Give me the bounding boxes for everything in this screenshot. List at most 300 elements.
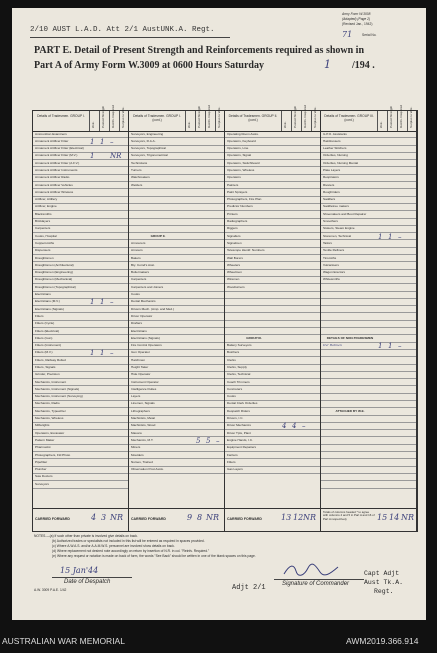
col-header-3: Details of Tradesmen. GROUP II. (cont.) W.E. Posted Strength Reinfs. Required Surplus to W.E.: [225, 111, 320, 132]
table-row: [321, 365, 416, 372]
cf-value: 12: [293, 513, 304, 522]
table-row: [225, 284, 320, 291]
archive-id: AWM2019.366.914: [346, 636, 419, 646]
table-row: [321, 255, 416, 262]
table-row: [129, 372, 224, 379]
col-header-label: Details of Tradesmen. GROUP II. (cont.): [228, 114, 278, 122]
trade-label: Leather Stitchers: [323, 147, 347, 151]
table-row: [321, 299, 416, 306]
trade-label: Whitesmiths: [323, 278, 340, 282]
trade-label: Photographers, Fire Plan: [227, 198, 262, 202]
adjt-text: Adjt 2/1: [232, 584, 266, 592]
trade-label: Pharmacist: [35, 446, 51, 450]
trade-label: Operators: [227, 176, 241, 180]
commander-unit-2: Regt.: [374, 588, 394, 595]
table-row: [321, 357, 416, 364]
cell-ps: 4: [292, 422, 297, 431]
trade-label: Cooks: [131, 293, 140, 297]
trade-label: Draughtsmen: [35, 256, 54, 260]
trade-label: Operators, Excavator: [35, 431, 65, 435]
table-row: [225, 313, 320, 320]
table-row: [33, 467, 128, 474]
table-row: [33, 372, 128, 379]
table-row: [321, 379, 416, 386]
trade-label: Cooks, Hospital: [35, 234, 57, 238]
form-page: [12, 8, 426, 620]
trade-label: Smoothers: [323, 220, 338, 224]
table-row: [129, 467, 224, 474]
table-row: [129, 240, 224, 247]
table-row: [321, 474, 416, 481]
trade-label: Watchmakers: [131, 176, 150, 180]
table-row: [33, 219, 128, 226]
table-row: [129, 416, 224, 423]
trade-label: Coach Trimmers: [227, 380, 250, 384]
trade-label: Shoemakers and Boot Repairer: [323, 212, 367, 216]
trade-label: Fitters (M.V.): [35, 351, 53, 355]
table-row: [33, 211, 128, 218]
trade-label: Surveyors, Engineering: [131, 132, 164, 136]
table-row: [33, 445, 128, 452]
table-row: [129, 175, 224, 182]
table-row: [129, 299, 224, 306]
col-header-1: Details of Tradesmen. GROUP I. W.E. Posted Strength Reinfs. Required Surplus to W.E.: [33, 111, 128, 132]
trade-label: Mechanics, Typewriter: [35, 409, 66, 413]
table-row: [129, 219, 224, 226]
table-row: [225, 160, 320, 167]
cell-rr: NR: [110, 152, 122, 161]
group-heading: GROUP II.: [150, 234, 166, 238]
trade-label: Saddlers: [323, 198, 336, 202]
form-title-line1: PART E. Detail of Present Strength and Reinforcements required as shown in: [34, 45, 365, 56]
trade-label: Engine Hands, I.C.: [227, 438, 253, 442]
table-row: [321, 306, 416, 313]
table-row: [33, 328, 128, 335]
trade-label: Hide Operator: [131, 373, 151, 377]
trade-label: Vulcanisers: [323, 263, 339, 267]
table-row: [225, 153, 320, 160]
trade-label: Farriers: [227, 453, 238, 457]
trade-label: Wheelmen: [227, 271, 242, 275]
cell-we: 1: [90, 349, 95, 358]
cell-we: 1: [90, 137, 95, 146]
trade-label: Drivers, I.C.: [227, 417, 244, 421]
table-row: [33, 138, 128, 145]
trade-label: Orderlies, Nursing: [323, 154, 348, 158]
table-row: [33, 262, 128, 269]
trade-label: Operators, Signal: [227, 154, 252, 158]
table-row: [225, 423, 320, 430]
title-year: /194 .: [352, 60, 375, 71]
table-row: [225, 219, 320, 226]
trade-label: Instrument Operator: [131, 380, 159, 384]
table-row: [129, 445, 224, 452]
table-row: [129, 255, 224, 262]
table-row: [129, 379, 224, 386]
trade-label: Armament Artificer Wireless: [35, 190, 74, 194]
table-row: [225, 408, 320, 415]
trade-label: Ammunition Examiners: [35, 132, 67, 136]
table-row: [321, 459, 416, 466]
table-row: [129, 423, 224, 430]
signature-label: Signature of Commander: [282, 581, 350, 587]
trade-label: Artificer, Engine: [35, 205, 57, 209]
table-row: [129, 233, 224, 240]
trade-label: Plate Layers: [323, 168, 341, 172]
col-header-label: Details of Tradesmen. GROUP I.: [37, 114, 85, 118]
cell-ps: 1: [388, 342, 393, 351]
trade-label: Linemen, Signals: [131, 402, 155, 406]
trade-label: Signallers: [227, 234, 241, 238]
trade-label: Wagon Erectors: [323, 271, 346, 275]
table-row: [225, 401, 320, 408]
table-row: [321, 240, 416, 247]
trade-label: Stokers, Steam Engine: [323, 227, 355, 231]
table-row: [225, 204, 320, 211]
cf-value: NR: [401, 513, 415, 522]
trade-label: Miners: [131, 446, 141, 450]
table-row: [129, 459, 224, 466]
table-row: [321, 408, 416, 415]
trade-label: Telescope Identif. Numbers: [227, 249, 265, 253]
trade-label: Mechanics, Radio: [35, 402, 60, 406]
rows-col-3: [225, 131, 320, 474]
trade-label: Mechanics, Wireless: [35, 417, 64, 421]
table-row: [321, 175, 416, 182]
trade-label: Armament Artificer Vehicles: [35, 183, 73, 187]
table-row: [225, 262, 320, 269]
trade-label: Armament Artificer Fitter (Electrical): [35, 147, 84, 151]
trade-label: Drivers Mech. (Amp. and Med.): [131, 307, 174, 311]
table-row: [33, 474, 128, 481]
trade-label: Pipefitter: [35, 460, 48, 464]
table-row: [33, 175, 128, 182]
table-row: [321, 452, 416, 459]
group-col-2: [129, 104, 225, 531]
trade-label: Mechanics, M.T.: [131, 438, 154, 442]
table-row: [321, 211, 416, 218]
cell-we: 1: [90, 152, 95, 161]
cf-value: NR: [206, 513, 220, 522]
carried-forward-label: CARRIED FORWARD: [35, 517, 70, 521]
trade-label: Coppersmiths: [35, 241, 55, 245]
table-row: [225, 306, 320, 313]
rows-col-1: [33, 131, 128, 489]
table-row: [225, 299, 320, 306]
trade-label: Surveyors, Trigonometrical: [131, 154, 168, 158]
col-header-label: Details of Tradesmen. GROUP I. (cont.): [133, 114, 181, 122]
group-col-3: [225, 104, 321, 531]
trade-label: Textile Refiners: [323, 249, 345, 253]
trade-label: Operators, Keyboard: [227, 139, 256, 143]
table-row: [129, 328, 224, 335]
note-c: (c) Where A.W.A.S. and/or A.A.M.W.S. personnel are involved show details on back.: [52, 544, 175, 548]
table-row: [33, 350, 128, 357]
serial-number-label: Serial No.: [362, 33, 377, 37]
cf-value: NR: [303, 513, 317, 522]
trade-label: Armourers: [131, 241, 146, 245]
table-row: [129, 270, 224, 277]
cf-value: 15: [377, 513, 388, 522]
table-row: [225, 182, 320, 189]
trade-label: Bty. Comd's Asst.: [131, 263, 155, 267]
table-row: [321, 350, 416, 357]
table-row: [129, 277, 224, 284]
trade-label: Mechanics, Instrument (Surveying): [35, 395, 83, 399]
note-e: (e) Where any request or notation is made on back of form, the words "See Back" should be written in one of the blank spaces on this page.: [52, 554, 256, 558]
table-row: [33, 182, 128, 189]
table-row: [225, 240, 320, 247]
table-row: [33, 365, 128, 372]
trade-label: Welders: [131, 183, 143, 187]
trade-label: Boilermakers: [131, 271, 150, 275]
table-row: [321, 343, 416, 350]
table-row: [33, 335, 128, 342]
table-row: [321, 197, 416, 204]
table-row: [33, 248, 128, 255]
col-header-label: Details of Tradesmen. GROUP III. (cont.): [324, 114, 374, 122]
table-row: [321, 146, 416, 153]
table-row: [225, 452, 320, 459]
group-col-1: [33, 104, 129, 531]
table-row: [33, 233, 128, 240]
table-row: [321, 131, 416, 138]
trade-label: Armament Artificer Instruments: [35, 168, 78, 172]
trade-label: Printers: [227, 212, 238, 216]
form-adapted: (Adapted) (Page 2): [342, 17, 371, 21]
table-row: [321, 437, 416, 444]
trade-label: Armours: [131, 249, 143, 253]
table-row: [33, 204, 128, 211]
group-heading: GROUP III.: [246, 336, 262, 340]
table-row: [321, 160, 416, 167]
table-row: [321, 138, 416, 145]
table-row: [321, 423, 416, 430]
group-heading: DETAILS OF NON-TRADESMEN: [326, 336, 374, 340]
trade-label: Draughtsmen (Mechanical): [35, 278, 73, 282]
table-row: [225, 131, 320, 138]
unit-name: 2/10 AUST L.A.D. Att 2/1 AustUNK.A. Regt.: [30, 26, 215, 34]
table-row: [225, 357, 320, 364]
table-row: [33, 255, 128, 262]
serial-number-value: 71: [342, 30, 353, 39]
trade-label: Saddletree makers: [323, 205, 349, 209]
table-row: [225, 167, 320, 174]
trade-label: Operating Room Assts.: [227, 132, 259, 136]
trade-label: Driver Operator: [131, 314, 153, 318]
trade-label: Photographers, Fld Photo: [35, 453, 71, 457]
trade-label: Armament Artificer Fitter (A.F.V.): [35, 161, 80, 165]
trade-label: Concreters: [227, 387, 243, 391]
note-d: (d) Where replacement not desired note accordingly on return by insertion of N.R. in col. "Reinfs. Required.": [52, 549, 210, 553]
table-row: [225, 211, 320, 218]
table-row: [321, 262, 416, 269]
archive-name: AUSTRALIAN WAR MEMORIAL: [2, 636, 125, 646]
table-row: [129, 386, 224, 393]
trade-label: Fitters, Signals: [35, 366, 56, 369]
cf-value: 3: [101, 513, 107, 522]
table-row: [129, 146, 224, 153]
unit-underline: [30, 37, 230, 38]
trade-label: Driver Mechanics: [227, 424, 251, 428]
table-row: [33, 313, 128, 320]
table-row: [33, 394, 128, 401]
table-row: [33, 240, 128, 247]
trade-label: Fitters: [227, 460, 236, 464]
trade-label: Dispensers: [35, 249, 51, 253]
table-row: [129, 401, 224, 408]
trade-label: Battery Surveyors: [227, 344, 252, 348]
trade-label: Dental Mechanics: [131, 300, 156, 304]
trade-label: Clerks, Supply: [227, 366, 247, 369]
cell-rr: –: [110, 137, 114, 146]
table-row: [129, 357, 224, 364]
col-header-4: Details of Tradesmen. GROUP III. (cont.) W.E. Posted Strength Reinfs. Required Surplus to W.E.: [321, 111, 416, 132]
table-row: [129, 335, 224, 342]
table-row: [321, 277, 416, 284]
carried-forward-label: CARRIED FORWARD: [227, 517, 262, 521]
trade-label: Draughtsmen (Topographical): [35, 285, 76, 289]
cf-value: 13: [281, 513, 292, 522]
trade-label: Saw Doctors: [35, 475, 53, 479]
table-row: [33, 284, 128, 291]
table-row: [225, 292, 320, 299]
table-row: [129, 365, 224, 372]
table-row: [321, 167, 416, 174]
trade-label: Woodturners: [227, 285, 245, 289]
trade-label: Electricians (M.V.): [35, 300, 60, 304]
table-row: [33, 379, 128, 386]
trade-label: Electricians: [35, 293, 51, 297]
trade-label: Artificer, Artillery: [35, 198, 58, 202]
table-row: [225, 445, 320, 452]
table-row: [129, 343, 224, 350]
trade-label: Armament Artificer Radio: [35, 176, 70, 180]
cell-ps: 1: [100, 137, 105, 146]
print-code: A.W. 3009 P.A.E. 1/42: [34, 588, 67, 592]
table-row: [225, 437, 320, 444]
trade-label: Surveyors: [35, 482, 49, 486]
table-row: [33, 357, 128, 364]
trade-label: Tinsmiths: [323, 256, 337, 260]
trade-label: Predictor Numbers: [227, 205, 253, 209]
trade-label: Roughriders: [323, 190, 340, 194]
trade-label: Carpenters: [131, 278, 147, 282]
table-row: [321, 153, 416, 160]
table-row: [225, 459, 320, 466]
trade-label: Operators, Line: [227, 147, 249, 151]
table-row: [33, 416, 128, 423]
table-row: [321, 219, 416, 226]
cf-value: 14: [389, 513, 400, 522]
cf-value: 4: [91, 513, 97, 522]
table-row: [129, 437, 224, 444]
table-row: [33, 481, 128, 488]
cell-su: –: [216, 436, 220, 445]
table-row: [129, 197, 224, 204]
group-col-4: [321, 104, 417, 531]
table-row: [225, 386, 320, 393]
table-row: [225, 335, 320, 342]
trade-label: Machinists, Wood: [131, 424, 156, 428]
table-row: [225, 365, 320, 372]
table-row: [321, 445, 416, 452]
trade-label: Operators, Wireless: [227, 168, 255, 172]
table-row: [225, 233, 320, 240]
table-row: [321, 284, 416, 291]
table-row: [225, 197, 320, 204]
table-row: [129, 394, 224, 401]
cell-rr: –: [110, 298, 114, 307]
table-row: [33, 160, 128, 167]
table-row: [321, 372, 416, 379]
trade-label: Driver Tpts, Plant: [227, 431, 251, 435]
trade-label: Intelligence Duties: [131, 387, 157, 391]
trade-label: Drafters: [131, 322, 143, 326]
table-row: [129, 204, 224, 211]
trade-label: Electricians (Signals): [35, 307, 64, 311]
table-row: [129, 284, 224, 291]
table-row: [321, 204, 416, 211]
table-row: [129, 292, 224, 299]
table-row: [33, 306, 128, 313]
cell-rr: 5: [206, 436, 211, 445]
table-row: [129, 153, 224, 160]
trade-label: Surveyors, Topographical: [131, 147, 166, 151]
table-row: [321, 270, 416, 277]
table-row: [129, 211, 224, 218]
trade-label: Mechanics, Instrument: [35, 380, 67, 384]
trade-label: Fitters: [35, 314, 44, 318]
trade-label: Fire Control Operators: [131, 344, 162, 348]
trade-label: Carpenters: [35, 227, 51, 231]
table-row: [33, 197, 128, 204]
table-row: [225, 467, 320, 474]
trade-label: Electricians (Signals): [131, 336, 160, 340]
table-row: [225, 270, 320, 277]
note-b: (b) Authorized trades or specialists not included in this list will be entered as required in spaces provided.: [52, 539, 205, 543]
trade-label: Plumber: [35, 468, 47, 472]
despatch-date-label: Date of Despatch: [64, 579, 111, 585]
trade-label: Technicians: [131, 161, 148, 165]
cell-rr: –: [398, 232, 402, 241]
trade-label: Surveyors, R.A.A.: [131, 139, 156, 143]
table-row: [321, 189, 416, 196]
table-row: [225, 430, 320, 437]
table-row: [33, 299, 128, 306]
table-row: [33, 401, 128, 408]
table-row: [129, 248, 224, 255]
table-row: [33, 386, 128, 393]
trade-label: Fitters (Electrical): [35, 329, 60, 333]
table-row: [129, 306, 224, 313]
trade-label: Mechanics, Instrument (Signals): [35, 387, 80, 391]
table-row: [225, 146, 320, 153]
trade-label: Dental Clerk Orderlies: [227, 402, 258, 406]
cell-rr: –: [110, 349, 114, 358]
trade-label: Draughtsmen (Engineering): [35, 271, 74, 275]
table-row: [321, 386, 416, 393]
group-heading: ATTACHED BY W.E.: [335, 409, 365, 413]
trade-label: Paint Sprayers: [227, 190, 248, 194]
table-row: [321, 182, 416, 189]
totals-note: Totals of columns headed * to agree with columns 4 and 5 in Part A and 16 of Part A respectively: [323, 510, 375, 521]
trade-label: Masons: [131, 431, 142, 435]
table-row: [225, 321, 320, 328]
cell-we: 4: [282, 422, 287, 431]
table-row: [33, 153, 128, 160]
commander-unit: Aust Tk.A.: [364, 579, 404, 586]
